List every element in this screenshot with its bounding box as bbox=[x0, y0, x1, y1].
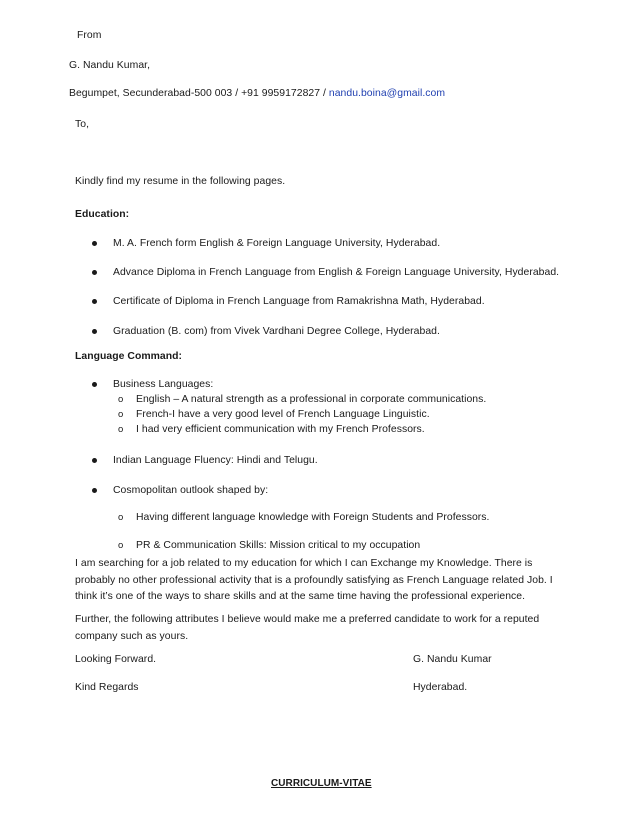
bullet-icon bbox=[92, 270, 97, 275]
sub-bullet-icon: o bbox=[118, 540, 124, 551]
sub-bullet-icon: o bbox=[118, 424, 124, 435]
education-item: Graduation (B. com) from Vivek Vardhani Degree College, Hyderabad. bbox=[113, 326, 440, 337]
bullet-icon bbox=[92, 299, 97, 304]
business-language-item: French-I have a very good level of French Language Linguistic. bbox=[136, 409, 430, 420]
sub-bullet-icon: o bbox=[118, 394, 124, 405]
bullet-icon bbox=[92, 458, 97, 463]
cosmopolitan-item: Having different language knowledge with Foreign Students and Professors. bbox=[136, 512, 490, 523]
closing-name: G. Nandu Kumar bbox=[413, 654, 492, 665]
to-label: To, bbox=[75, 119, 90, 130]
business-language-item: English – A natural strength as a professional in corporate communications. bbox=[136, 394, 487, 405]
sub-bullet-icon: o bbox=[118, 409, 124, 420]
from-label: From bbox=[77, 30, 102, 41]
intro-text: Kindly find my resume in the following pages. bbox=[75, 176, 286, 187]
cosmopolitan-label: Cosmopolitan outlook shaped by: bbox=[113, 485, 269, 496]
education-heading: Education: bbox=[75, 209, 130, 220]
bullet-icon bbox=[92, 382, 97, 387]
closing-city: Hyderabad. bbox=[413, 682, 468, 693]
closing-looking-forward: Looking Forward. bbox=[75, 654, 157, 665]
sub-bullet-icon: o bbox=[118, 512, 124, 523]
sender-address: Begumpet, Secunderabad-500 003 / +91 9959172827 / bbox=[69, 88, 329, 99]
sender-contact-line bbox=[69, 87, 445, 100]
indian-language-item: Indian Language Fluency: Hindi and Telugu. bbox=[113, 455, 318, 466]
motivation-paragraph: I am searching for a job related to my education for which I can Exchange my Knowledge. There is probably no other professional activity that is a profoundly satisfying as French Language related Job. I think it’s one of the ways to share skills and at the same time having the professional experience. bbox=[75, 558, 553, 602]
education-item: Advance Diploma in French Language from English & Foreign Language University, Hyderabad. bbox=[113, 267, 560, 278]
attributes-paragraph: Further, the following attributes I believe would make me a preferred candidate to work for a reputed company such as yours. bbox=[75, 614, 540, 642]
curriculum-vitae-title: CURRICULUM-VITAE bbox=[271, 778, 372, 789]
bullet-icon bbox=[92, 329, 97, 334]
education-item: Certificate of Diploma in French Language from Ramakrishna Math, Hyderabad. bbox=[113, 296, 485, 307]
language-heading: Language Command: bbox=[75, 351, 183, 362]
bullet-icon bbox=[92, 488, 97, 493]
bullet-icon bbox=[92, 241, 97, 246]
cosmopolitan-item: PR & Communication Skills: Mission critical to my occupation bbox=[136, 540, 421, 551]
education-item: M. A. French form English & Foreign Language University, Hyderabad. bbox=[113, 238, 441, 249]
sender-name: G. Nandu Kumar, bbox=[69, 60, 151, 71]
email-link[interactable]: nandu.boina@gmail.com bbox=[328, 88, 446, 99]
business-languages-label: Business Languages: bbox=[113, 379, 214, 390]
closing-regards: Kind Regards bbox=[75, 682, 139, 693]
business-language-item: I had very efficient communication with my French Professors. bbox=[136, 424, 425, 435]
